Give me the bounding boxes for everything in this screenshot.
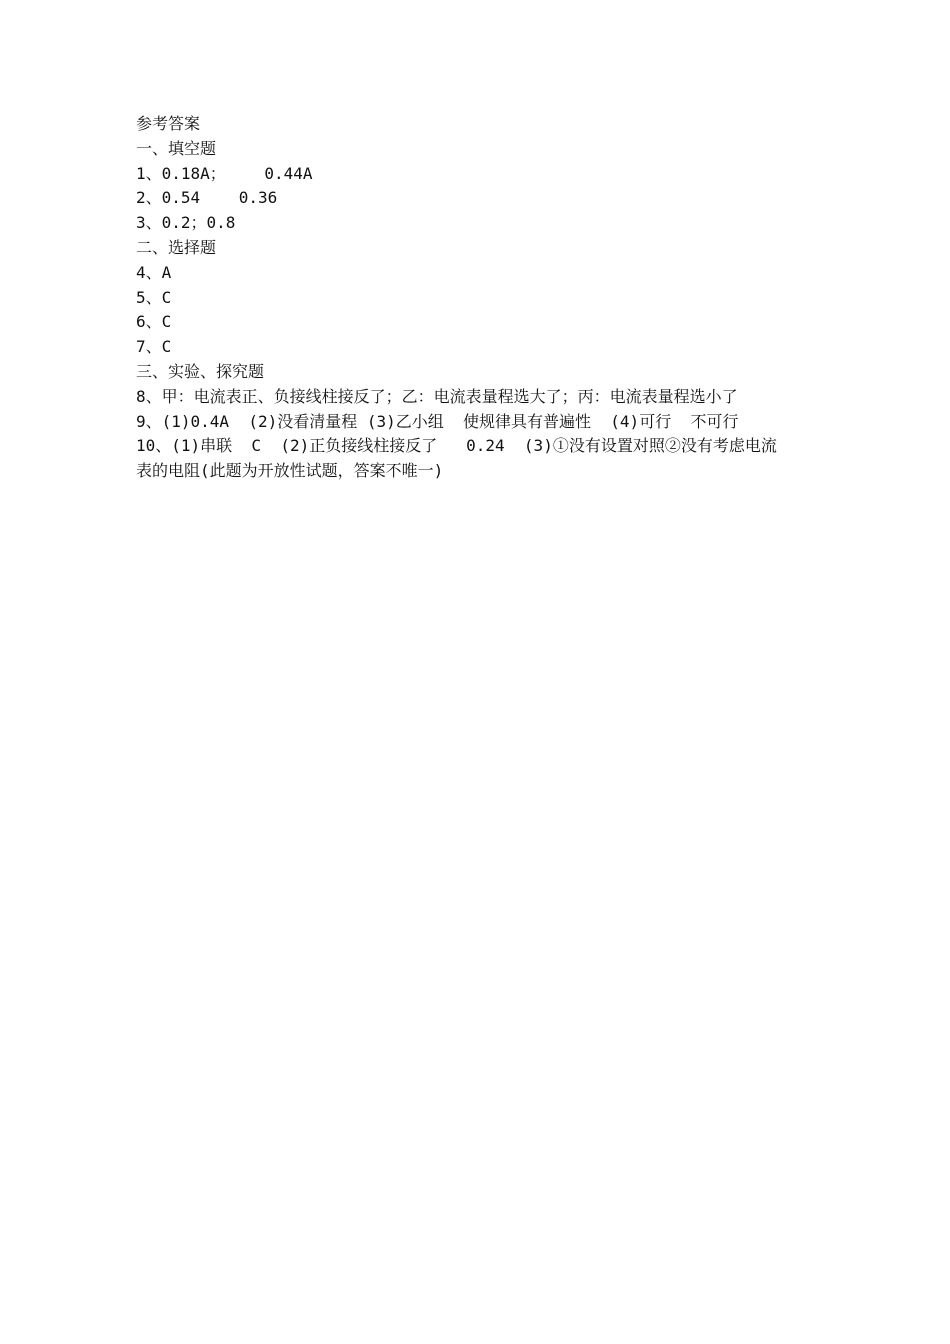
answer-item-9: 9、(1)0.4A (2)没看清量程 (3)乙小组 使规律具有普遍性 (4)可行 不可行: [136, 411, 739, 431]
answer-item-10: 10、(1)串联 C (2)正负接线柱接反了 0.24 (3)①没有设置对照②没有考虑电流: [136, 436, 777, 456]
answer-key-content: [136, 112, 866, 484]
answer-item-6: 6、C: [136, 312, 172, 332]
answer-item-5: 5、C: [136, 287, 172, 307]
answer-item-7: 7、C: [136, 337, 172, 357]
answer-item-2: 2、0.54 0.36: [136, 188, 278, 208]
answer-item-4: 4、A: [136, 262, 172, 282]
section-heading-multiple-choice: 二、选择题: [136, 237, 217, 257]
section-heading-fill-blank: 一、填空题: [136, 138, 217, 158]
answer-item-3: 3、0.2；0.8: [136, 213, 236, 233]
answer-item-1: 1、0.18A； 0.44A: [136, 163, 313, 183]
page-title: 参考答案: [136, 114, 201, 133]
answer-item-10-continued: 表的电阻(此题为开放性试题，答案不唯一): [136, 461, 444, 481]
answer-item-8: 8、甲：电流表正、负接线柱接反了；乙：电流表量程选大了；丙：电流表量程选小了: [136, 386, 738, 406]
section-heading-experiment: 三、实验、探究题: [136, 361, 265, 381]
